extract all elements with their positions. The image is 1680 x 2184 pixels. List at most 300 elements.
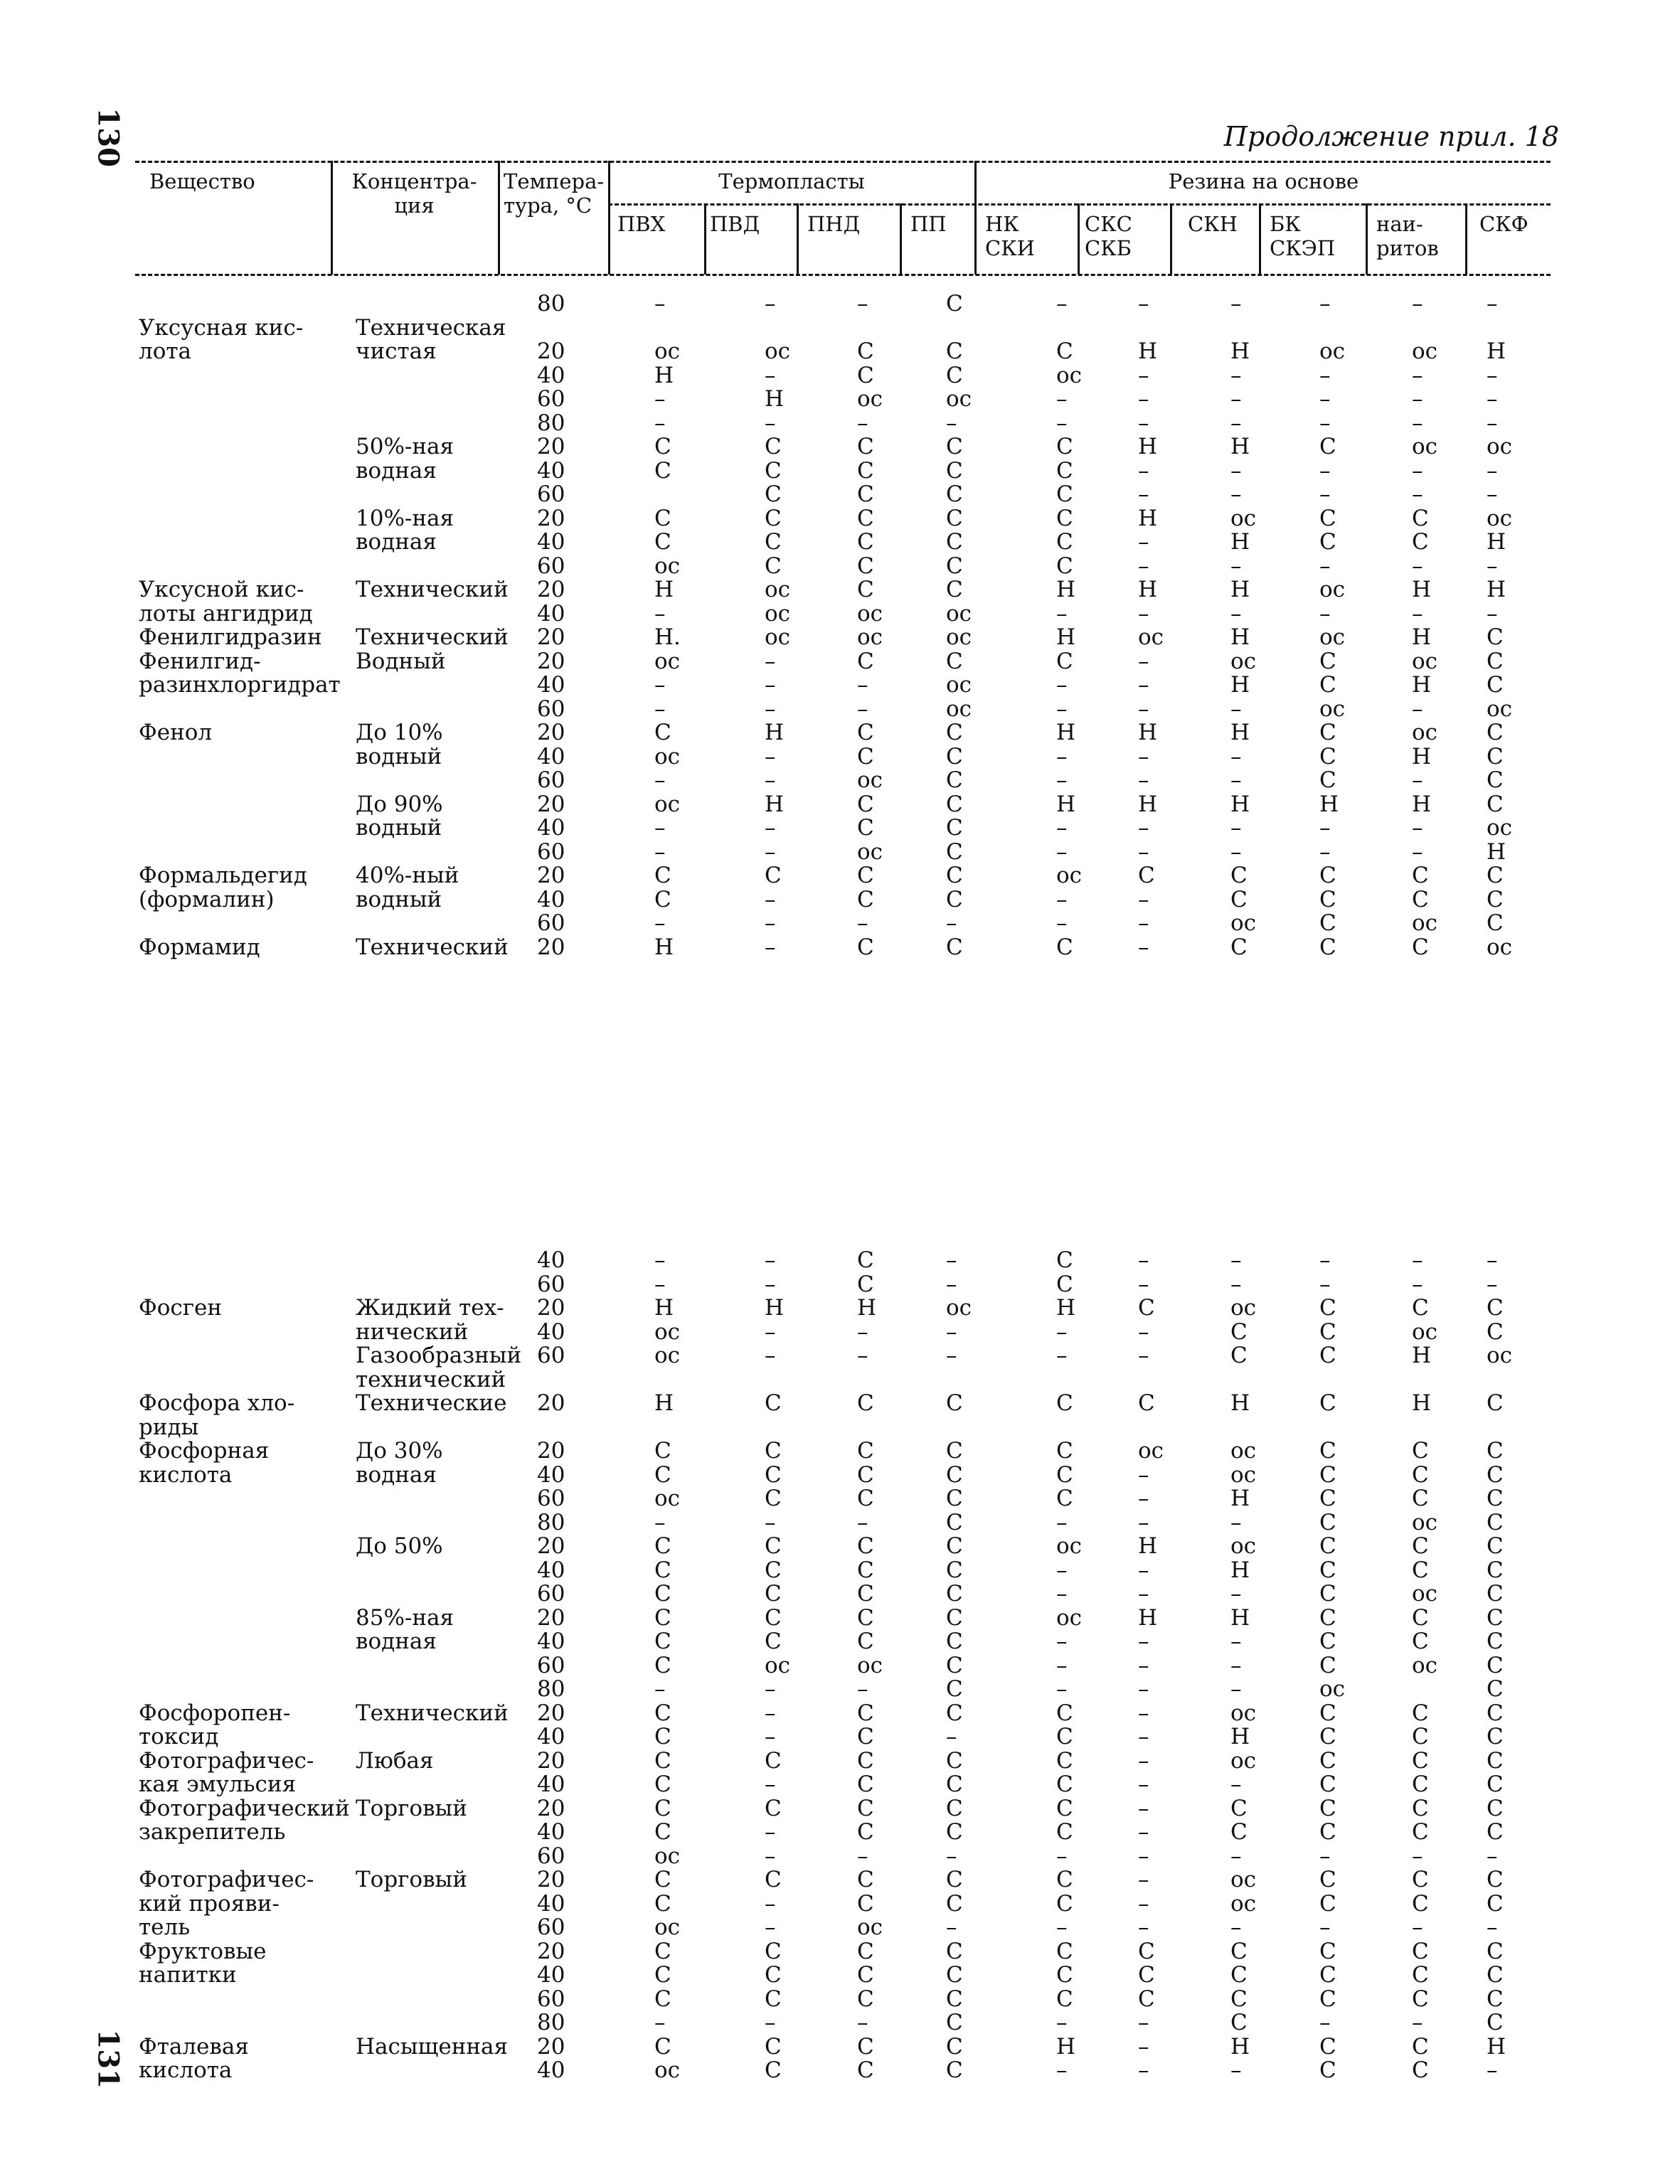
value-cell: С bbox=[1319, 1319, 1336, 1345]
value-cell: С bbox=[765, 505, 782, 531]
value-cell: – bbox=[765, 1247, 776, 1273]
value-cell: – bbox=[1138, 410, 1149, 436]
value-cell: Н bbox=[1056, 2033, 1076, 2060]
concentration-cell: 40%-ный bbox=[356, 863, 459, 888]
value-cell: С bbox=[1319, 648, 1336, 674]
table-row bbox=[0, 1511, 1680, 1535]
value-cell: С bbox=[946, 743, 963, 769]
value-cell: – bbox=[1412, 767, 1423, 793]
value-cell: С bbox=[1487, 1629, 1504, 1654]
value-cell: С bbox=[1138, 1962, 1155, 1988]
value-cell: – bbox=[1487, 481, 1498, 507]
value-cell: ос bbox=[654, 648, 681, 674]
value-cell: С bbox=[857, 1890, 874, 1917]
value-cell: – bbox=[1056, 291, 1068, 316]
value-cell: С bbox=[1056, 1772, 1073, 1797]
value-cell: С bbox=[946, 291, 963, 316]
value-cell: С bbox=[946, 1867, 963, 1892]
value-cell: С bbox=[946, 934, 963, 960]
value-cell: Н bbox=[857, 1295, 877, 1321]
value-cell: С bbox=[1412, 505, 1429, 531]
value-cell: – bbox=[1319, 386, 1331, 412]
value-cell: Н bbox=[1230, 577, 1250, 602]
value-cell: – bbox=[654, 815, 666, 841]
value-cell: – bbox=[1056, 1629, 1068, 1654]
value-cell: ос bbox=[946, 600, 972, 627]
value-cell: – bbox=[1412, 1914, 1423, 1940]
value-cell: – bbox=[765, 410, 776, 436]
value-cell: ос bbox=[946, 1295, 972, 1321]
value-cell: С bbox=[1319, 1438, 1336, 1464]
substance-cell: Фталевая bbox=[139, 2033, 249, 2060]
value-cell: С bbox=[857, 886, 874, 912]
value-cell: – bbox=[1230, 291, 1242, 316]
value-cell: – bbox=[1138, 815, 1149, 841]
value-cell: С bbox=[1230, 1343, 1248, 1368]
value-cell: С bbox=[1056, 1962, 1073, 1988]
vline-8 bbox=[1078, 203, 1080, 275]
value-cell: – bbox=[765, 672, 776, 698]
concentration-cell: 85%-ная bbox=[356, 1604, 454, 1631]
table-row bbox=[0, 363, 1680, 388]
value-cell: – bbox=[1319, 291, 1331, 316]
value-cell: – bbox=[1056, 815, 1068, 841]
value-cell: С bbox=[946, 1652, 963, 1678]
value-cell: ос bbox=[1056, 1604, 1083, 1631]
substance-cell: лоты ангидрид bbox=[139, 600, 313, 627]
value-cell: С bbox=[1056, 1438, 1073, 1464]
value-cell: – bbox=[1138, 1652, 1149, 1678]
value-cell: ос bbox=[946, 696, 972, 722]
value-cell: С bbox=[1412, 1461, 1429, 1488]
value-cell: – bbox=[765, 1271, 776, 1297]
concentration-cell: Торговый bbox=[356, 1795, 467, 1821]
value-cell: ос bbox=[654, 1486, 681, 1511]
temperature-cell: 60 bbox=[537, 1271, 565, 1297]
temperature-cell: 60 bbox=[537, 1843, 565, 1869]
value-cell: Н bbox=[1412, 743, 1432, 769]
value-cell: – bbox=[1487, 291, 1498, 316]
value-cell: – bbox=[1138, 1319, 1149, 1345]
table-row bbox=[0, 863, 1680, 888]
value-cell: С bbox=[1056, 648, 1073, 674]
value-cell: – bbox=[765, 1843, 776, 1869]
header-col-nairit: наи- ритов bbox=[1376, 212, 1439, 260]
value-cell: С bbox=[1319, 1581, 1336, 1607]
value-cell: – bbox=[1230, 1652, 1242, 1678]
concentration-cell: Технический bbox=[356, 934, 509, 960]
value-cell: – bbox=[1138, 386, 1149, 412]
value-cell: С bbox=[654, 1629, 671, 1654]
value-cell: С bbox=[1487, 1581, 1504, 1607]
value-cell: С bbox=[946, 553, 963, 579]
value-cell: С bbox=[654, 1700, 671, 1726]
substance-cell: токсид bbox=[139, 1724, 219, 1749]
temperature-cell: 40 bbox=[537, 2057, 565, 2083]
concentration-cell: 10%-ная bbox=[356, 505, 454, 531]
value-cell: Н bbox=[654, 577, 674, 602]
substance-cell: (формалин) bbox=[139, 886, 275, 912]
value-cell: – bbox=[1138, 1772, 1149, 1797]
value-cell: С bbox=[1319, 1819, 1336, 1845]
value-cell: С bbox=[654, 1795, 671, 1821]
substance-cell: Уксусной кис- bbox=[139, 577, 304, 602]
table-row bbox=[0, 935, 1680, 959]
table-row bbox=[0, 1796, 1680, 1821]
value-cell: С bbox=[654, 1747, 671, 1774]
value-cell: С bbox=[946, 1890, 963, 1917]
value-cell: Н bbox=[1230, 672, 1250, 698]
value-cell: С bbox=[765, 1938, 782, 1964]
table-row bbox=[0, 435, 1680, 459]
value-cell: ос bbox=[765, 624, 791, 650]
table-row bbox=[0, 1939, 1680, 1964]
temperature-cell: 60 bbox=[537, 553, 565, 579]
value-cell: – bbox=[857, 672, 868, 698]
concentration-cell: чистая bbox=[356, 339, 437, 364]
value-cell: С bbox=[946, 767, 963, 793]
substance-cell: Формальдегид bbox=[139, 863, 307, 888]
concentration-cell: Любая bbox=[356, 1747, 434, 1774]
value-cell: С bbox=[857, 791, 874, 817]
value-cell: Н bbox=[1412, 672, 1432, 698]
table-row bbox=[0, 720, 1680, 745]
value-cell: – bbox=[1487, 362, 1498, 388]
value-cell: – bbox=[1230, 1247, 1242, 1273]
temperature-cell: 40 bbox=[537, 457, 565, 484]
value-cell: – bbox=[1319, 553, 1331, 579]
value-cell: С bbox=[857, 1819, 874, 1845]
value-cell: С bbox=[654, 1772, 671, 1797]
value-cell: – bbox=[1056, 410, 1068, 436]
value-cell: ос bbox=[946, 624, 972, 650]
value-cell: С bbox=[857, 1867, 874, 1892]
temperature-cell: 40 bbox=[537, 1772, 565, 1797]
substance-cell: разинхлоргидрат bbox=[139, 672, 341, 698]
value-cell: С bbox=[765, 1962, 782, 1988]
value-cell: – bbox=[1138, 1461, 1149, 1488]
concentration-cell: До 50% bbox=[356, 1533, 443, 1559]
value-cell: С bbox=[654, 2033, 671, 2060]
value-cell: – bbox=[1230, 1509, 1242, 1535]
value-cell: С bbox=[1412, 1772, 1429, 1797]
value-cell: С bbox=[1056, 1247, 1073, 1273]
value-cell: С bbox=[765, 1486, 782, 1511]
vline-11 bbox=[1366, 203, 1368, 275]
value-cell: С bbox=[857, 863, 874, 888]
value-cell: ос bbox=[1319, 624, 1346, 650]
value-cell: С bbox=[1412, 1700, 1429, 1726]
value-cell: С bbox=[1319, 1747, 1336, 1774]
value-cell: Н bbox=[765, 720, 785, 745]
value-cell: С bbox=[1056, 1986, 1073, 2012]
value-cell: – bbox=[946, 1247, 957, 1273]
value-cell: ос bbox=[946, 386, 972, 412]
value-cell: – bbox=[857, 2010, 868, 2035]
value-cell: ос bbox=[1230, 1747, 1257, 1774]
value-cell: – bbox=[1412, 696, 1423, 722]
value-cell: С bbox=[1487, 1795, 1504, 1821]
table-row bbox=[0, 1915, 1680, 1939]
temperature-cell: 40 bbox=[537, 1461, 565, 1488]
concentration-cell: водная bbox=[356, 1461, 437, 1488]
value-cell: – bbox=[1412, 410, 1423, 436]
value-cell: Н bbox=[654, 362, 674, 388]
value-cell: С bbox=[1138, 863, 1155, 888]
value-cell: – bbox=[1230, 362, 1242, 388]
value-cell: Н bbox=[1056, 720, 1076, 745]
value-cell: С bbox=[1319, 2033, 1336, 2060]
value-cell: – bbox=[654, 672, 666, 698]
value-cell: С bbox=[857, 1581, 874, 1607]
value-cell: С bbox=[1056, 1795, 1073, 1821]
value-cell: С bbox=[1056, 1390, 1073, 1416]
value-cell: С bbox=[946, 863, 963, 888]
value-cell: С bbox=[1230, 934, 1248, 960]
substance-cell: Фосфора хло- bbox=[139, 1390, 295, 1416]
temperature-cell: 20 bbox=[537, 1795, 565, 1821]
value-cell: С bbox=[857, 529, 874, 555]
value-cell: С bbox=[1056, 1938, 1073, 1964]
temperature-cell: 20 bbox=[537, 791, 565, 817]
value-cell: Н bbox=[1056, 1295, 1076, 1321]
value-cell: С bbox=[1319, 1795, 1336, 1821]
value-cell: – bbox=[1138, 600, 1149, 627]
value-cell: С bbox=[1487, 2010, 1504, 2035]
value-cell: – bbox=[1319, 457, 1331, 484]
value-cell: – bbox=[1412, 291, 1423, 316]
value-cell: – bbox=[765, 1724, 776, 1749]
value-cell: Н bbox=[1138, 1604, 1158, 1631]
value-cell: – bbox=[765, 838, 776, 865]
value-cell: – bbox=[1138, 2010, 1149, 2035]
value-cell: – bbox=[1056, 886, 1068, 912]
temperature-cell: 40 bbox=[537, 743, 565, 769]
temperature-cell: 40 bbox=[537, 600, 565, 627]
value-cell: С bbox=[654, 1652, 671, 1678]
value-cell: – bbox=[1056, 696, 1068, 722]
header-col-pvc: ПВХ bbox=[617, 212, 666, 236]
value-cell: С bbox=[1319, 1295, 1336, 1321]
value-cell: – bbox=[1056, 2057, 1068, 2083]
value-cell: С bbox=[1412, 863, 1429, 888]
value-cell: С bbox=[654, 720, 671, 745]
value-cell: – bbox=[1138, 767, 1149, 793]
value-cell: ос bbox=[1412, 1581, 1438, 1607]
value-cell: Н bbox=[1230, 1486, 1250, 1511]
value-cell: ос bbox=[1412, 910, 1438, 936]
value-cell: С bbox=[857, 1747, 874, 1774]
value-cell: С bbox=[946, 791, 963, 817]
value-cell: – bbox=[1138, 2033, 1149, 2060]
value-cell: С bbox=[1319, 505, 1336, 531]
value-cell: С bbox=[1056, 1819, 1073, 1845]
value-cell: С bbox=[1412, 1795, 1429, 1821]
concentration-cell: Газообразный bbox=[356, 1343, 522, 1368]
value-cell: ос bbox=[1230, 1700, 1257, 1726]
table-row bbox=[0, 1844, 1680, 1868]
value-cell: ос bbox=[857, 386, 883, 412]
temperature-cell: 60 bbox=[537, 1581, 565, 1607]
value-cell: С bbox=[857, 1486, 874, 1511]
value-cell: С bbox=[857, 1772, 874, 1797]
value-cell: – bbox=[1230, 386, 1242, 412]
value-cell: С bbox=[654, 1724, 671, 1749]
value-cell: С bbox=[1319, 1938, 1336, 1964]
table-row bbox=[0, 1963, 1680, 1987]
value-cell: – bbox=[1319, 838, 1331, 865]
value-cell: – bbox=[857, 910, 868, 936]
value-cell: – bbox=[1412, 600, 1423, 627]
temperature-cell: 40 bbox=[537, 362, 565, 388]
value-cell: – bbox=[1319, 362, 1331, 388]
value-cell: ос bbox=[1230, 1890, 1257, 1917]
value-cell: С bbox=[1412, 1890, 1429, 1917]
value-cell: – bbox=[1230, 1914, 1242, 1940]
temperature-cell: 20 bbox=[537, 1390, 565, 1416]
value-cell: С bbox=[946, 1509, 963, 1535]
continuation-title: Продолжение прил. 18 bbox=[1223, 121, 1559, 152]
table-row bbox=[0, 1653, 1680, 1678]
value-cell: ос bbox=[765, 600, 791, 627]
concentration-cell: Технические bbox=[356, 1390, 507, 1416]
value-cell: ос bbox=[1412, 1652, 1438, 1678]
value-cell: С bbox=[857, 553, 874, 579]
value-cell: С bbox=[1138, 1938, 1155, 1964]
table-row bbox=[0, 745, 1680, 769]
value-cell: С bbox=[857, 1938, 874, 1964]
value-cell: С bbox=[1056, 1700, 1073, 1726]
value-cell: Н bbox=[1412, 791, 1432, 817]
value-cell: С bbox=[1138, 1390, 1155, 1416]
substance-cell: тель bbox=[139, 1914, 191, 1940]
value-cell: С bbox=[1487, 1772, 1504, 1797]
substance-cell: напитки bbox=[139, 1962, 237, 1988]
value-cell: – bbox=[654, 696, 666, 722]
value-cell: – bbox=[1138, 1819, 1149, 1845]
table-row bbox=[0, 1296, 1680, 1320]
value-cell: – bbox=[765, 1772, 776, 1797]
value-cell: – bbox=[1230, 2057, 1242, 2083]
value-cell: С bbox=[654, 1557, 671, 1583]
value-cell: – bbox=[1138, 696, 1149, 722]
value-cell: ос bbox=[1487, 505, 1513, 531]
value-cell: С bbox=[946, 1581, 963, 1607]
value-cell: ос bbox=[857, 600, 883, 627]
table-row bbox=[0, 911, 1680, 935]
value-cell: – bbox=[1230, 1581, 1242, 1607]
substance-cell: закрепитель bbox=[139, 1819, 286, 1845]
value-cell: С bbox=[857, 457, 874, 484]
value-cell: – bbox=[654, 410, 666, 436]
value-cell: С bbox=[857, 1962, 874, 1988]
table-row bbox=[0, 1486, 1680, 1511]
value-cell: С bbox=[1138, 1295, 1155, 1321]
value-cell: ос bbox=[1487, 696, 1513, 722]
value-cell: С bbox=[857, 934, 874, 960]
vline-5 bbox=[797, 203, 799, 275]
value-cell: С bbox=[765, 529, 782, 555]
value-cell: – bbox=[1138, 672, 1149, 698]
value-cell: С bbox=[1487, 1438, 1504, 1464]
value-cell: ос bbox=[1412, 648, 1438, 674]
value-cell: С bbox=[1487, 648, 1504, 674]
value-cell: – bbox=[1138, 1676, 1149, 1702]
value-cell: С bbox=[946, 838, 963, 865]
value-cell: – bbox=[946, 1343, 957, 1368]
value-cell: С bbox=[1056, 934, 1073, 960]
value-cell: С bbox=[1056, 505, 1073, 531]
value-cell: С bbox=[1412, 1533, 1429, 1559]
value-cell: ос bbox=[654, 1914, 681, 1940]
temperature-cell: 40 bbox=[537, 1890, 565, 1917]
value-cell: С bbox=[946, 1557, 963, 1583]
value-cell: С bbox=[1487, 863, 1504, 888]
value-cell: ос bbox=[1412, 434, 1438, 459]
value-cell: Н bbox=[765, 1295, 785, 1321]
temperature-cell: 20 bbox=[537, 2033, 565, 2060]
value-cell: С bbox=[857, 1795, 874, 1821]
temperature-cell: 20 bbox=[537, 1438, 565, 1464]
table-row bbox=[0, 1582, 1680, 1606]
page-number-top: 130 bbox=[91, 107, 125, 167]
temperature-cell: 20 bbox=[537, 1700, 565, 1726]
page-number-bottom: 131 bbox=[91, 2029, 125, 2089]
value-cell: – bbox=[1138, 1843, 1149, 1869]
value-cell: С bbox=[1230, 1962, 1248, 1988]
value-cell: – bbox=[1412, 2010, 1423, 2035]
value-cell: – bbox=[1056, 1843, 1068, 1869]
value-cell: С bbox=[765, 1438, 782, 1464]
value-cell: ос bbox=[1138, 624, 1164, 650]
value-cell: – bbox=[1138, 1867, 1149, 1892]
value-cell: ос bbox=[1230, 910, 1257, 936]
value-cell: С bbox=[946, 1676, 963, 1702]
substance-cell: кая эмульсия bbox=[139, 1772, 297, 1797]
value-cell: Н bbox=[1230, 720, 1250, 745]
value-cell: С bbox=[946, 434, 963, 459]
concentration-cell: водная bbox=[356, 1629, 437, 1654]
value-cell: – bbox=[765, 648, 776, 674]
value-cell: С bbox=[765, 1581, 782, 1607]
value-cell: С bbox=[1319, 743, 1336, 769]
value-cell: С bbox=[857, 577, 874, 602]
value-cell: – bbox=[1138, 1700, 1149, 1726]
value-cell: Н bbox=[1230, 1390, 1250, 1416]
value-cell: – bbox=[857, 696, 868, 722]
temperature-cell: 20 bbox=[537, 577, 565, 602]
value-cell: ос bbox=[1319, 339, 1346, 364]
value-cell: С bbox=[1319, 2057, 1336, 2083]
value-cell: С bbox=[1319, 1390, 1336, 1416]
value-cell: Н bbox=[1412, 1343, 1432, 1368]
value-cell: – bbox=[654, 600, 666, 627]
value-cell: С bbox=[1487, 910, 1504, 936]
value-cell: – bbox=[654, 910, 666, 936]
value-cell: – bbox=[1487, 457, 1498, 484]
value-cell: С bbox=[1319, 886, 1336, 912]
value-cell: – bbox=[1412, 553, 1423, 579]
value-cell: С bbox=[1056, 529, 1073, 555]
table-row bbox=[0, 1391, 1680, 1415]
vline-2 bbox=[498, 161, 500, 275]
value-cell: ос bbox=[654, 1843, 681, 1869]
table-row bbox=[0, 1725, 1680, 1749]
value-cell: С bbox=[1056, 481, 1073, 507]
value-cell: С bbox=[1487, 672, 1504, 698]
header-substance: Вещество bbox=[149, 169, 255, 193]
header-bottom-rule bbox=[135, 274, 1551, 276]
